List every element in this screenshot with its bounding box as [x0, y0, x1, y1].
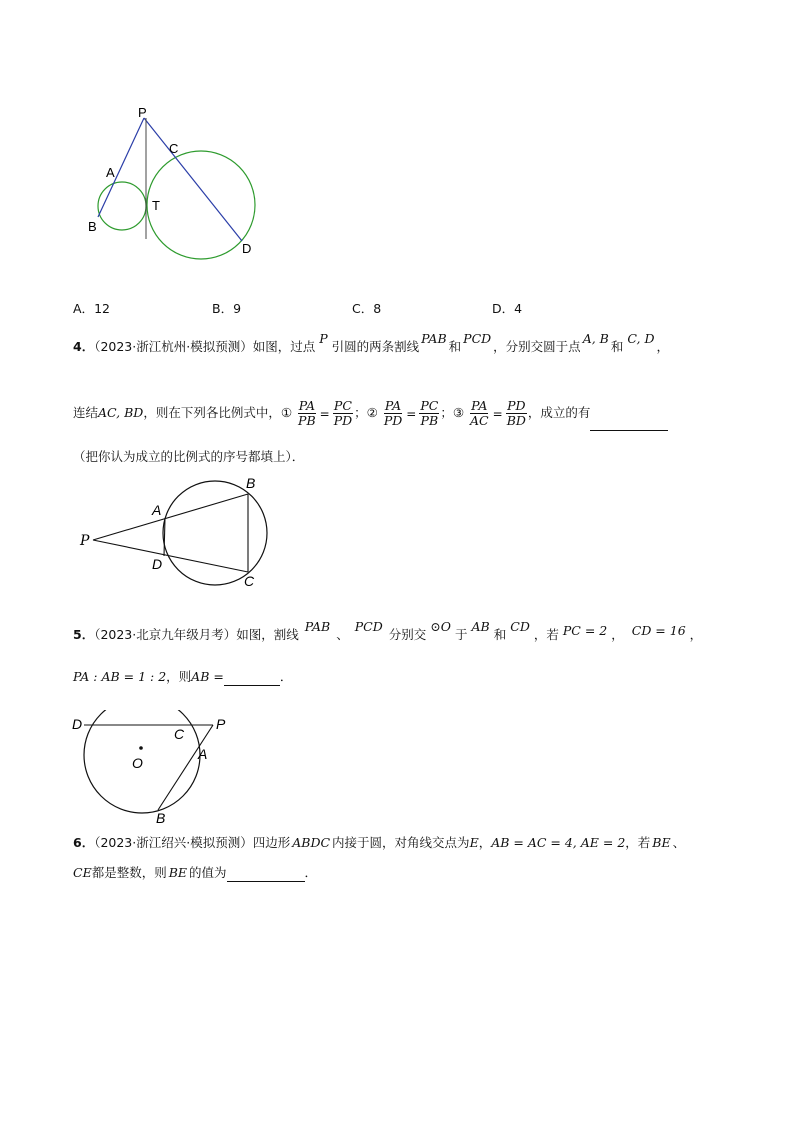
q5-answer-blank: [224, 673, 280, 686]
q4-label-A: A: [152, 502, 162, 518]
label-C: C: [169, 141, 179, 156]
q4-label-C: C: [244, 573, 255, 589]
large-circle: [147, 151, 255, 259]
q4-line-1: 4．（2023·浙江杭州·模拟预测）如图，过点P引圆的两条割线PAB和PCD，分别交圆于点A, B和C, D，: [73, 331, 669, 354]
q5-label-O: O: [132, 755, 143, 771]
q5-label-P: P: [216, 716, 226, 732]
q4-label-B: B: [246, 475, 256, 491]
q6-line-2: CE都是整数，则 BE 的值为 ．: [73, 865, 318, 880]
figure-q5-circle: [70, 710, 240, 825]
q5-label-C: C: [174, 726, 185, 742]
q4-label-D: D: [152, 556, 163, 572]
line-pb: [158, 725, 213, 810]
secant-pd: [144, 118, 242, 241]
label-T: T: [152, 198, 160, 213]
q5-label-B: B: [156, 810, 166, 825]
q4-line-3: （把你认为成立的比例式的序号都填上）．: [73, 449, 305, 464]
small-circle: [98, 182, 146, 230]
q5-line-1: 5．（2023·北京九年级月考）如图，割线PAB、PCD分别交⊙O于AB和CD，若 PC = 2 ， CD = 16 ，: [73, 619, 703, 642]
line-pb: [93, 494, 248, 540]
center-point: [139, 746, 143, 750]
q6-answer-blank: [227, 869, 305, 882]
q6-line-1: 6．（2023·浙江绍兴·模拟预测）四边形 ABDC 内接于圆，对角线交点为E，AB = AC = 4, AE = 2，若 BE 、: [73, 835, 686, 850]
label-D: D: [242, 241, 252, 256]
q3-option-d: D．4: [492, 301, 523, 316]
q5-line-2: PA : AB = 1 : 2，则AB = ．: [73, 669, 293, 684]
q5-label-D: D: [72, 716, 83, 732]
figure-two-circles: [80, 105, 270, 270]
q4-answer-blank: [590, 418, 668, 431]
q3-option-a: A．12: [73, 301, 110, 316]
q3-option-c: C．8: [352, 301, 382, 316]
line-pc: [93, 540, 248, 572]
q4-label-P: P: [80, 533, 90, 549]
q4-line-2: 连结AC, BD，则在下列各比例式中，① $\frac{PA}{PB}$ = $\frac{PC}{PD}$ ；② $\frac{PA}{PD}$ = $\frac{PC}{PB}$ ；③ $\frac{PA}{AC}$ = $\frac{PD}{BD}$ ，成立的有: [73, 396, 668, 431]
label-A: A: [106, 165, 115, 180]
q4-circle: [163, 481, 267, 585]
secant-pb: [98, 118, 144, 217]
label-P: P: [138, 105, 147, 120]
figure-q4-circle: [78, 472, 278, 594]
q5-label-A: A: [198, 746, 208, 762]
label-B: B: [88, 219, 97, 234]
q3-option-b: B．9: [212, 301, 242, 316]
